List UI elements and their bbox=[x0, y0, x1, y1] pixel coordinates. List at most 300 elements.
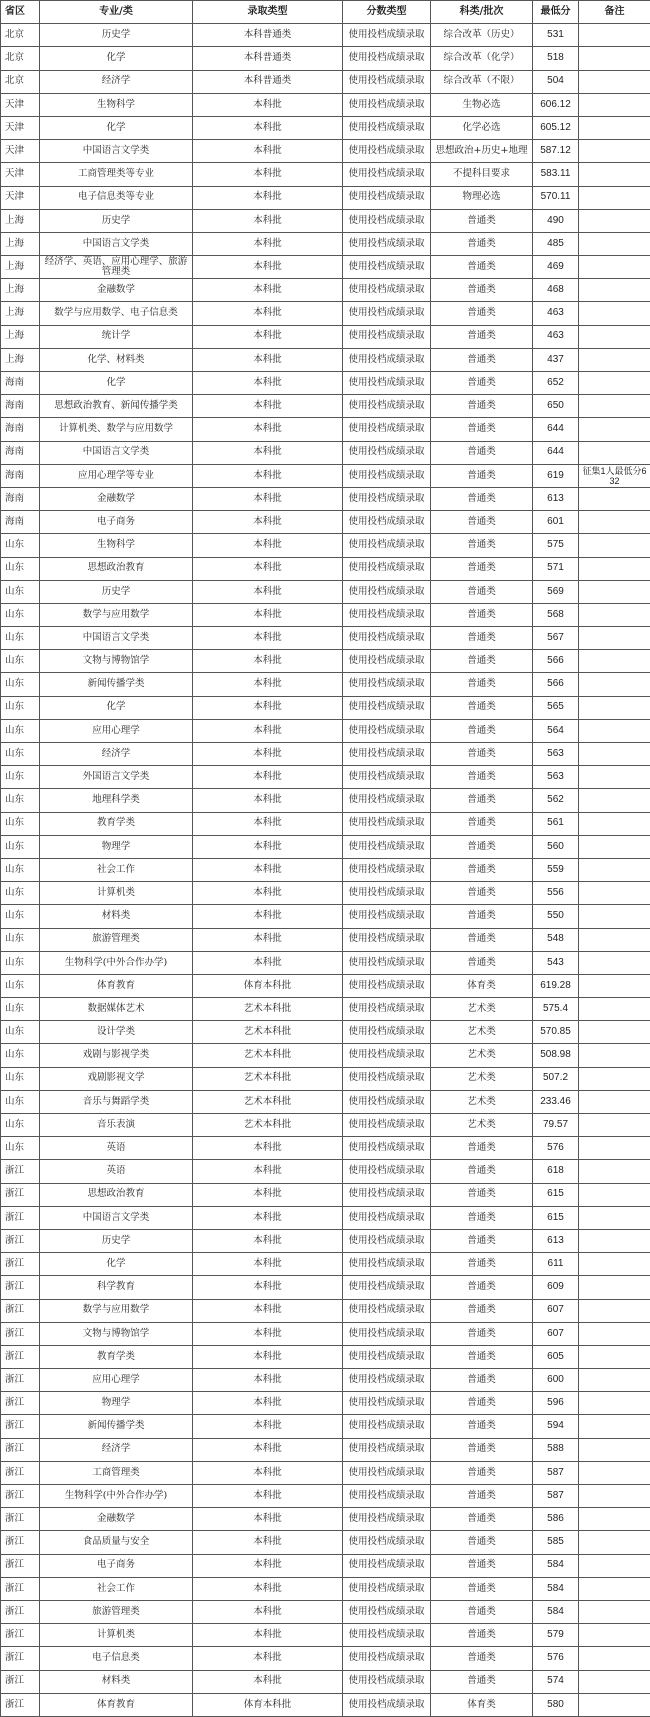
cell-major: 经济学、英语、应用心理学、旅游管理类 bbox=[40, 256, 193, 279]
cell-province: 山东 bbox=[1, 998, 40, 1021]
cell-score-type: 使用投档成绩录取 bbox=[343, 1183, 431, 1206]
cell-major: 经济学 bbox=[40, 70, 193, 93]
cell-min-score: 584 bbox=[533, 1554, 579, 1577]
cell-province: 北京 bbox=[1, 70, 40, 93]
cell-admission-type: 本科批 bbox=[193, 812, 343, 835]
cell-subject-batch: 普通类 bbox=[431, 858, 533, 881]
cell-remarks bbox=[579, 1693, 650, 1716]
cell-major: 化学 bbox=[40, 696, 193, 719]
cell-remarks bbox=[579, 650, 650, 673]
cell-remarks bbox=[579, 835, 650, 858]
cell-major: 旅游管理类 bbox=[40, 1600, 193, 1623]
cell-min-score: 606.12 bbox=[533, 93, 579, 116]
cell-remarks bbox=[579, 998, 650, 1021]
header-min-score: 最低分 bbox=[533, 1, 579, 24]
cell-major: 电子商务 bbox=[40, 1554, 193, 1577]
cell-remarks bbox=[579, 951, 650, 974]
cell-admission-type: 本科批 bbox=[193, 487, 343, 510]
cell-province: 北京 bbox=[1, 24, 40, 47]
table-row bbox=[1, 1531, 650, 1554]
table-row bbox=[1, 140, 650, 163]
cell-min-score: 518 bbox=[533, 47, 579, 70]
cell-subject-batch: 普通类 bbox=[431, 1531, 533, 1554]
cell-min-score: 615 bbox=[533, 1183, 579, 1206]
cell-major: 中国语言文学类 bbox=[40, 140, 193, 163]
table-row bbox=[1, 1114, 650, 1137]
cell-province: 浙江 bbox=[1, 1369, 40, 1392]
cell-province: 上海 bbox=[1, 279, 40, 302]
cell-province: 浙江 bbox=[1, 1322, 40, 1345]
cell-subject-batch: 普通类 bbox=[431, 627, 533, 650]
cell-province: 山东 bbox=[1, 1067, 40, 1090]
cell-admission-type: 本科批 bbox=[193, 743, 343, 766]
cell-major: 中国语言文学类 bbox=[40, 232, 193, 255]
cell-admission-type: 本科批 bbox=[193, 858, 343, 881]
table-row bbox=[1, 1137, 650, 1160]
cell-province: 天津 bbox=[1, 163, 40, 186]
cell-province: 浙江 bbox=[1, 1299, 40, 1322]
cell-subject-batch: 普通类 bbox=[431, 789, 533, 812]
cell-remarks bbox=[579, 256, 650, 279]
cell-admission-type: 艺术本科批 bbox=[193, 1114, 343, 1137]
cell-province: 海南 bbox=[1, 441, 40, 464]
header-remarks: 备注 bbox=[579, 1, 650, 24]
cell-major: 计算机类、数学与应用数学 bbox=[40, 418, 193, 441]
cell-admission-type: 本科批 bbox=[193, 116, 343, 139]
cell-subject-batch: 化学必选 bbox=[431, 116, 533, 139]
cell-admission-type: 本科普通类 bbox=[193, 70, 343, 93]
cell-province: 天津 bbox=[1, 116, 40, 139]
table-row bbox=[1, 348, 650, 371]
cell-major: 食品质量与安全 bbox=[40, 1531, 193, 1554]
cell-province: 浙江 bbox=[1, 1392, 40, 1415]
cell-admission-type: 本科批 bbox=[193, 1647, 343, 1670]
cell-subject-batch: 普通类 bbox=[431, 1137, 533, 1160]
cell-score-type: 使用投档成绩录取 bbox=[343, 789, 431, 812]
cell-admission-type: 本科普通类 bbox=[193, 47, 343, 70]
cell-province: 山东 bbox=[1, 835, 40, 858]
header-province: 省区 bbox=[1, 1, 40, 24]
cell-min-score: 607 bbox=[533, 1299, 579, 1322]
cell-subject-batch: 普通类 bbox=[431, 905, 533, 928]
cell-province: 山东 bbox=[1, 951, 40, 974]
cell-min-score: 507.2 bbox=[533, 1067, 579, 1090]
cell-score-type: 使用投档成绩录取 bbox=[343, 835, 431, 858]
cell-score-type: 使用投档成绩录取 bbox=[343, 395, 431, 418]
cell-score-type: 使用投档成绩录取 bbox=[343, 1647, 431, 1670]
cell-province: 山东 bbox=[1, 905, 40, 928]
cell-admission-type: 本科批 bbox=[193, 650, 343, 673]
cell-score-type: 使用投档成绩录取 bbox=[343, 1253, 431, 1276]
cell-score-type: 使用投档成绩录取 bbox=[343, 232, 431, 255]
cell-min-score: 618 bbox=[533, 1160, 579, 1183]
cell-province: 浙江 bbox=[1, 1160, 40, 1183]
cell-major: 设计学类 bbox=[40, 1021, 193, 1044]
cell-major: 数据媒体艺术 bbox=[40, 998, 193, 1021]
table-row bbox=[1, 464, 650, 487]
table-row bbox=[1, 1067, 650, 1090]
cell-subject-batch: 普通类 bbox=[431, 650, 533, 673]
cell-province: 山东 bbox=[1, 743, 40, 766]
cell-admission-type: 本科批 bbox=[193, 93, 343, 116]
table-row bbox=[1, 1554, 650, 1577]
table-row bbox=[1, 256, 650, 279]
cell-remarks bbox=[579, 1044, 650, 1067]
cell-admission-type: 本科批 bbox=[193, 302, 343, 325]
cell-subject-batch: 普通类 bbox=[431, 487, 533, 510]
cell-subject-batch: 普通类 bbox=[431, 1647, 533, 1670]
cell-admission-type: 本科批 bbox=[193, 1276, 343, 1299]
cell-province: 山东 bbox=[1, 858, 40, 881]
cell-min-score: 485 bbox=[533, 232, 579, 255]
cell-min-score: 468 bbox=[533, 279, 579, 302]
cell-admission-type: 本科批 bbox=[193, 1183, 343, 1206]
cell-province: 上海 bbox=[1, 256, 40, 279]
cell-score-type: 使用投档成绩录取 bbox=[343, 302, 431, 325]
cell-remarks bbox=[579, 1067, 650, 1090]
cell-major: 中国语言文学类 bbox=[40, 1206, 193, 1229]
table-row bbox=[1, 302, 650, 325]
cell-min-score: 605.12 bbox=[533, 116, 579, 139]
cell-subject-batch: 普通类 bbox=[431, 511, 533, 534]
cell-score-type: 使用投档成绩录取 bbox=[343, 24, 431, 47]
table-row bbox=[1, 372, 650, 395]
cell-score-type: 使用投档成绩录取 bbox=[343, 1137, 431, 1160]
table-row bbox=[1, 951, 650, 974]
cell-score-type: 使用投档成绩录取 bbox=[343, 998, 431, 1021]
cell-admission-type: 本科批 bbox=[193, 719, 343, 742]
cell-min-score: 574 bbox=[533, 1670, 579, 1693]
table-row bbox=[1, 1044, 650, 1067]
cell-major: 历史学 bbox=[40, 580, 193, 603]
table-header-row bbox=[1, 1, 650, 24]
cell-remarks bbox=[579, 70, 650, 93]
cell-remarks bbox=[579, 395, 650, 418]
cell-admission-type: 本科批 bbox=[193, 209, 343, 232]
cell-min-score: 586 bbox=[533, 1508, 579, 1531]
cell-score-type: 使用投档成绩录取 bbox=[343, 951, 431, 974]
cell-province: 浙江 bbox=[1, 1624, 40, 1647]
cell-province: 上海 bbox=[1, 232, 40, 255]
cell-major: 社会工作 bbox=[40, 1577, 193, 1600]
cell-remarks bbox=[579, 1461, 650, 1484]
cell-min-score: 531 bbox=[533, 24, 579, 47]
table-row bbox=[1, 1160, 650, 1183]
table-row bbox=[1, 1392, 650, 1415]
cell-province: 山东 bbox=[1, 812, 40, 835]
cell-remarks bbox=[579, 534, 650, 557]
cell-score-type: 使用投档成绩录取 bbox=[343, 47, 431, 70]
cell-subject-batch: 普通类 bbox=[431, 232, 533, 255]
table-row bbox=[1, 1461, 650, 1484]
cell-major: 经济学 bbox=[40, 1438, 193, 1461]
cell-admission-type: 本科批 bbox=[193, 1415, 343, 1438]
table-row bbox=[1, 511, 650, 534]
cell-min-score: 575 bbox=[533, 534, 579, 557]
cell-subject-batch: 普通类 bbox=[431, 673, 533, 696]
cell-score-type: 使用投档成绩录取 bbox=[343, 1624, 431, 1647]
cell-score-type: 使用投档成绩录取 bbox=[343, 719, 431, 742]
cell-min-score: 619.28 bbox=[533, 974, 579, 997]
cell-subject-batch: 综合改革（不限） bbox=[431, 70, 533, 93]
cell-subject-batch: 普通类 bbox=[431, 1322, 533, 1345]
cell-major: 思想政治教育 bbox=[40, 1183, 193, 1206]
cell-score-type: 使用投档成绩录取 bbox=[343, 1670, 431, 1693]
cell-province: 山东 bbox=[1, 882, 40, 905]
cell-min-score: 619 bbox=[533, 464, 579, 487]
cell-major: 新闻传播学类 bbox=[40, 1415, 193, 1438]
cell-score-type: 使用投档成绩录取 bbox=[343, 1021, 431, 1044]
cell-remarks bbox=[579, 1299, 650, 1322]
cell-province: 山东 bbox=[1, 673, 40, 696]
cell-min-score: 550 bbox=[533, 905, 579, 928]
cell-remarks bbox=[579, 1253, 650, 1276]
cell-major: 音乐表演 bbox=[40, 1114, 193, 1137]
cell-province: 浙江 bbox=[1, 1461, 40, 1484]
cell-remarks: 征集1人最低分632 bbox=[579, 464, 650, 487]
cell-remarks bbox=[579, 47, 650, 70]
cell-score-type: 使用投档成绩录取 bbox=[343, 1206, 431, 1229]
table-row bbox=[1, 1438, 650, 1461]
cell-province: 浙江 bbox=[1, 1693, 40, 1716]
table-row bbox=[1, 70, 650, 93]
cell-subject-batch: 普通类 bbox=[431, 719, 533, 742]
cell-remarks bbox=[579, 1160, 650, 1183]
cell-remarks bbox=[579, 325, 650, 348]
cell-province: 山东 bbox=[1, 1021, 40, 1044]
cell-remarks bbox=[579, 163, 650, 186]
cell-province: 天津 bbox=[1, 140, 40, 163]
cell-admission-type: 本科批 bbox=[193, 1485, 343, 1508]
cell-subject-batch: 普通类 bbox=[431, 464, 533, 487]
cell-min-score: 644 bbox=[533, 441, 579, 464]
cell-admission-type: 本科批 bbox=[193, 557, 343, 580]
cell-province: 山东 bbox=[1, 928, 40, 951]
table-row bbox=[1, 1276, 650, 1299]
cell-min-score: 596 bbox=[533, 1392, 579, 1415]
cell-subject-batch: 普通类 bbox=[431, 743, 533, 766]
cell-province: 山东 bbox=[1, 1137, 40, 1160]
cell-score-type: 使用投档成绩录取 bbox=[343, 1508, 431, 1531]
cell-province: 浙江 bbox=[1, 1600, 40, 1623]
cell-score-type: 使用投档成绩录取 bbox=[343, 1322, 431, 1345]
cell-major: 电子信息类等专业 bbox=[40, 186, 193, 209]
cell-min-score: 463 bbox=[533, 325, 579, 348]
cell-admission-type: 本科批 bbox=[193, 1299, 343, 1322]
cell-major: 社会工作 bbox=[40, 858, 193, 881]
cell-major: 计算机类 bbox=[40, 1624, 193, 1647]
table-row bbox=[1, 1253, 650, 1276]
cell-score-type: 使用投档成绩录取 bbox=[343, 534, 431, 557]
table-row bbox=[1, 418, 650, 441]
cell-province: 浙江 bbox=[1, 1253, 40, 1276]
cell-subject-batch: 普通类 bbox=[431, 1253, 533, 1276]
cell-score-type: 使用投档成绩录取 bbox=[343, 1369, 431, 1392]
cell-remarks bbox=[579, 627, 650, 650]
cell-score-type: 使用投档成绩录取 bbox=[343, 1345, 431, 1368]
cell-remarks bbox=[579, 348, 650, 371]
cell-major: 数学与应用数学 bbox=[40, 1299, 193, 1322]
cell-score-type: 使用投档成绩录取 bbox=[343, 348, 431, 371]
cell-min-score: 644 bbox=[533, 418, 579, 441]
cell-subject-batch: 普通类 bbox=[431, 256, 533, 279]
cell-admission-type: 本科批 bbox=[193, 1461, 343, 1484]
table-row bbox=[1, 487, 650, 510]
table-row bbox=[1, 627, 650, 650]
table-row bbox=[1, 1508, 650, 1531]
cell-min-score: 490 bbox=[533, 209, 579, 232]
cell-admission-type: 本科批 bbox=[193, 163, 343, 186]
cell-remarks bbox=[579, 766, 650, 789]
cell-min-score: 566 bbox=[533, 673, 579, 696]
cell-remarks bbox=[579, 1090, 650, 1113]
cell-subject-batch: 普通类 bbox=[431, 696, 533, 719]
cell-province: 北京 bbox=[1, 47, 40, 70]
cell-score-type: 使用投档成绩录取 bbox=[343, 116, 431, 139]
cell-score-type: 使用投档成绩录取 bbox=[343, 1600, 431, 1623]
cell-remarks bbox=[579, 186, 650, 209]
cell-admission-type: 本科批 bbox=[193, 511, 343, 534]
cell-score-type: 使用投档成绩录取 bbox=[343, 186, 431, 209]
cell-admission-type: 本科批 bbox=[193, 140, 343, 163]
cell-min-score: 583.11 bbox=[533, 163, 579, 186]
cell-remarks bbox=[579, 1021, 650, 1044]
cell-score-type: 使用投档成绩录取 bbox=[343, 1299, 431, 1322]
cell-subject-batch: 普通类 bbox=[431, 1183, 533, 1206]
cell-min-score: 601 bbox=[533, 511, 579, 534]
cell-admission-type: 本科批 bbox=[193, 1229, 343, 1252]
cell-remarks bbox=[579, 441, 650, 464]
cell-province: 天津 bbox=[1, 93, 40, 116]
cell-major: 文物与博物馆学 bbox=[40, 1322, 193, 1345]
cell-min-score: 605 bbox=[533, 1345, 579, 1368]
cell-remarks bbox=[579, 1554, 650, 1577]
cell-major: 生物科学 bbox=[40, 534, 193, 557]
cell-min-score: 576 bbox=[533, 1137, 579, 1160]
cell-province: 山东 bbox=[1, 719, 40, 742]
cell-major: 生物科学(中外合作办学) bbox=[40, 1485, 193, 1508]
cell-major: 地理科学类 bbox=[40, 789, 193, 812]
cell-major: 电子信息类 bbox=[40, 1647, 193, 1670]
table-row bbox=[1, 905, 650, 928]
cell-remarks bbox=[579, 1114, 650, 1137]
table-row bbox=[1, 812, 650, 835]
cell-subject-batch: 普通类 bbox=[431, 1369, 533, 1392]
cell-subject-batch: 普通类 bbox=[431, 835, 533, 858]
cell-subject-batch: 普通类 bbox=[431, 534, 533, 557]
cell-admission-type: 本科批 bbox=[193, 534, 343, 557]
cell-province: 浙江 bbox=[1, 1577, 40, 1600]
table-row bbox=[1, 1206, 650, 1229]
cell-remarks bbox=[579, 232, 650, 255]
cell-subject-batch: 普通类 bbox=[431, 557, 533, 580]
cell-score-type: 使用投档成绩录取 bbox=[343, 1276, 431, 1299]
cell-remarks bbox=[579, 1577, 650, 1600]
cell-admission-type: 艺术本科批 bbox=[193, 1044, 343, 1067]
cell-min-score: 504 bbox=[533, 70, 579, 93]
cell-min-score: 613 bbox=[533, 1229, 579, 1252]
table-row bbox=[1, 928, 650, 951]
cell-admission-type: 本科批 bbox=[193, 395, 343, 418]
cell-major: 英语 bbox=[40, 1137, 193, 1160]
cell-admission-type: 本科批 bbox=[193, 882, 343, 905]
cell-score-type: 使用投档成绩录取 bbox=[343, 766, 431, 789]
cell-admission-type: 本科批 bbox=[193, 186, 343, 209]
cell-subject-batch: 综合改革（化学） bbox=[431, 47, 533, 70]
cell-province: 山东 bbox=[1, 603, 40, 626]
cell-score-type: 使用投档成绩录取 bbox=[343, 882, 431, 905]
cell-major: 化学 bbox=[40, 116, 193, 139]
cell-subject-batch: 普通类 bbox=[431, 928, 533, 951]
cell-admission-type: 体育本科批 bbox=[193, 974, 343, 997]
cell-province: 山东 bbox=[1, 1044, 40, 1067]
cell-major: 物理学 bbox=[40, 1392, 193, 1415]
cell-remarks bbox=[579, 557, 650, 580]
cell-score-type: 使用投档成绩录取 bbox=[343, 1415, 431, 1438]
cell-score-type: 使用投档成绩录取 bbox=[343, 1114, 431, 1137]
cell-min-score: 580 bbox=[533, 1693, 579, 1716]
cell-admission-type: 本科批 bbox=[193, 696, 343, 719]
cell-major: 历史学 bbox=[40, 209, 193, 232]
cell-province: 浙江 bbox=[1, 1229, 40, 1252]
cell-remarks bbox=[579, 789, 650, 812]
cell-subject-batch: 思想政治+历史+地理 bbox=[431, 140, 533, 163]
cell-subject-batch: 普通类 bbox=[431, 1415, 533, 1438]
cell-subject-batch: 普通类 bbox=[431, 1345, 533, 1368]
table-row bbox=[1, 974, 650, 997]
cell-admission-type: 本科批 bbox=[193, 325, 343, 348]
cell-score-type: 使用投档成绩录取 bbox=[343, 650, 431, 673]
table-row bbox=[1, 1693, 650, 1716]
cell-min-score: 559 bbox=[533, 858, 579, 881]
cell-min-score: 508.98 bbox=[533, 1044, 579, 1067]
cell-subject-batch: 普通类 bbox=[431, 1577, 533, 1600]
cell-major: 材料类 bbox=[40, 1670, 193, 1693]
cell-province: 山东 bbox=[1, 974, 40, 997]
cell-admission-type: 本科批 bbox=[193, 580, 343, 603]
cell-subject-batch: 普通类 bbox=[431, 603, 533, 626]
cell-admission-type: 本科批 bbox=[193, 279, 343, 302]
cell-major: 统计学 bbox=[40, 325, 193, 348]
cell-major: 电子商务 bbox=[40, 511, 193, 534]
cell-major: 中国语言文学类 bbox=[40, 627, 193, 650]
cell-major: 金融数学 bbox=[40, 1508, 193, 1531]
cell-remarks bbox=[579, 140, 650, 163]
cell-score-type: 使用投档成绩录取 bbox=[343, 511, 431, 534]
cell-major: 生物科学 bbox=[40, 93, 193, 116]
cell-major: 化学 bbox=[40, 47, 193, 70]
cell-remarks bbox=[579, 1206, 650, 1229]
table-row bbox=[1, 1090, 650, 1113]
cell-province: 山东 bbox=[1, 557, 40, 580]
cell-admission-type: 艺术本科批 bbox=[193, 998, 343, 1021]
cell-subject-batch: 体育类 bbox=[431, 1693, 533, 1716]
table-row bbox=[1, 325, 650, 348]
table-row bbox=[1, 1021, 650, 1044]
cell-major: 金融数学 bbox=[40, 487, 193, 510]
cell-province: 浙江 bbox=[1, 1438, 40, 1461]
cell-min-score: 571 bbox=[533, 557, 579, 580]
cell-subject-batch: 普通类 bbox=[431, 1392, 533, 1415]
cell-remarks bbox=[579, 511, 650, 534]
cell-score-type: 使用投档成绩录取 bbox=[343, 580, 431, 603]
cell-remarks bbox=[579, 302, 650, 325]
cell-remarks bbox=[579, 418, 650, 441]
table-row bbox=[1, 603, 650, 626]
cell-score-type: 使用投档成绩录取 bbox=[343, 70, 431, 93]
cell-subject-batch: 不提科目要求 bbox=[431, 163, 533, 186]
cell-admission-type: 本科批 bbox=[193, 1438, 343, 1461]
